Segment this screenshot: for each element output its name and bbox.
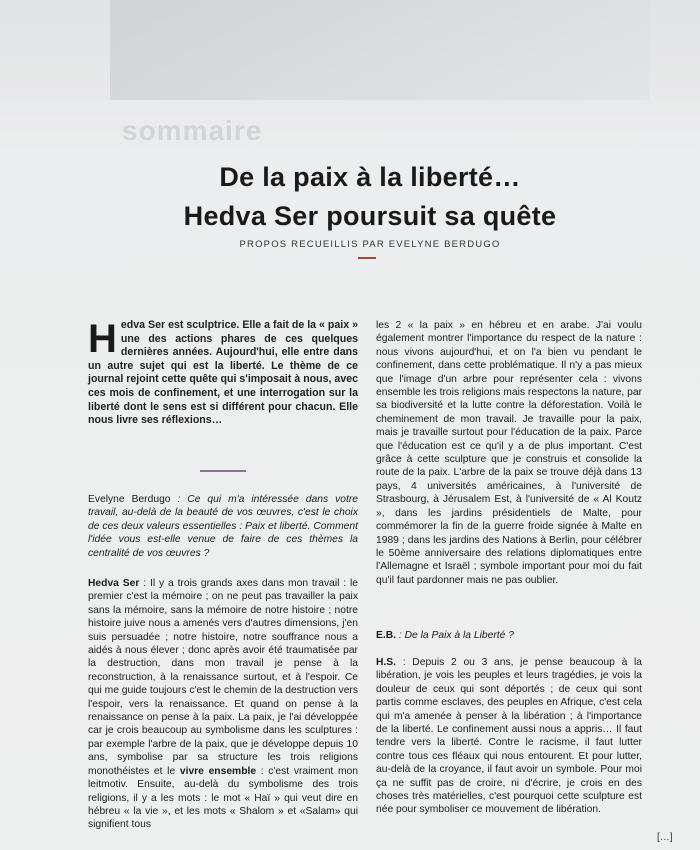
background-photo-ghost xyxy=(110,0,650,100)
section-divider xyxy=(200,470,246,472)
article-title-line1: De la paix à la liberté… xyxy=(219,162,521,192)
a1-text-2: : c'est vraiment mon leitmotiv. Ensuite, au-delà du symbolisme des trois religions, il y a les mots : le mot « Haï » qui veut dire en hébreu « la vie », et les mots « Shalom » et «Salam» qui signifient tous xyxy=(88,765,358,831)
q1-label: Evelyne Berdugo xyxy=(88,494,171,505)
answer-1 xyxy=(88,577,358,832)
article-title-line2: Hedva Ser poursuit sa quête xyxy=(183,201,557,231)
a2-label: H.S. xyxy=(376,657,397,668)
q2-text: : De la Paix à la Liberté ? xyxy=(396,630,514,641)
ghost-text: sommaire xyxy=(122,115,263,146)
a1-label: Hedva Ser xyxy=(88,578,140,589)
title-divider xyxy=(358,257,376,259)
dropcap: H xyxy=(88,317,117,361)
byline: PROPOS RECUEILLIS PAR EVELYNE BERDUGO xyxy=(239,239,501,250)
intro-paragraph xyxy=(88,319,358,428)
a2-text: : Depuis 2 ou 3 ans, je pense beaucoup à la libération, je vois les peuples et leurs tragédies, je vois la douleur de ceux qui sont déportés ; de ceux qui sont partis comme esclaves, des peuples en Afrique, c'est cela qui m'a amenée à penser à la libération ; à l'importance de la liberté. Le confinement aussi nous a appris… Il faut tendre vers la liberté. Contre le racisme, il faut lutter contre tous ces fléaux qui nous entourent. Et pour lutter, au-delà de la croyance, il faut avoir un symbole. Pour moi ça ne suffit pas de croire, ni d'écrire, je crois en des choses très matérielles, c'est pourquoi cette sculpture est née pour symboliser ce mouvement de libération. xyxy=(376,657,642,816)
a1-text-1: : Il y a trois grands axes dans mon travail : le premier c'est la mémoire ; on ne peut pas travailler la paix sans la mémoire, sans la mémoire de notre histoire ; notre histoire juive nous a amenés vers d'autres dimensions, j'en suis persuadée ; notre histoire, notre souffrance nous a aidés à nous élever ; donc après avoir été traumatisée par la destruction, dans mon travail je pense à la reconstruction, à la renaissance surtout, et à l'espoir. Ce qui me guide toujours c'est le chemin de la destruction vers l'espoir, vers la renaissance. Et quand on pense à la renaissance on pense à la paix. La paix, je l'ai développée car je crois beaucoup au symbolisme dans les sculptures : par exemple l'arbre de la paix, que je développe depuis 10 ans, symbolise par sa structure les trois religions monothéistes et le xyxy=(88,578,358,777)
question-1 xyxy=(88,493,358,560)
q1-text: : Ce qui m'a intéressée dans votre travail, au-delà de la beauté de vos œuvres, c'est le choix de ces deux valeurs essentielles : Paix et liberté. Comment l'idée vous est-elle venue de faire de ces thèmes la centralité de vos œuvres ? xyxy=(88,494,358,559)
answer-1-continued xyxy=(376,319,642,587)
r1-text: les 2 « la paix » en hébreu et en arabe. J'ai voulu également montrer l'importance du respect de la nature : nous vivons aujourd'hui, et on l'a bien vu pendant le confinement, dans cette problématique. Il n'y a pas mieux que l'image d'un arbre pour représenter cela : vivons ensemble les trois religions mais respectons la nature, par sa biodiversité et la lutte contre la déforestation. Voilà le cheminement de mon travail. Je travaille pour la paix, mais je travaille surtout pour l'éducation de la paix. Parce que l'éducation est ce qu'il y a de plus important. C'est grâce à cette sculpture que je construis et consolide la route de la paix. L'arbre de la paix se trouve déjà dans 13 pays, 4 universités américaines, à l'université de Strasbourg, à Jérusalem Est, à l'université de « Al Koutz », dans les jardins présidentiels de Malte, pour commémorer la fin de la guerre froide signée à Malte en 1989 ; dans les jardins des Nations à Berlin, pour célébrer le 50ème anniversaire des relations diplomatiques entre l'Allemagne et Israël ; symbole important pour moi du fait qu'il faut pardonner mais ne pas oublier. xyxy=(376,320,642,586)
a1-bold: vivre ensemble xyxy=(179,765,257,777)
question-2 xyxy=(376,629,642,642)
q2-label: E.B. xyxy=(376,630,397,641)
answer-2 xyxy=(376,656,642,817)
continued-marker: […] xyxy=(657,832,673,843)
intro-text: edva Ser est sculptrice. Elle a fait de la « paix » une des actions phares de ces quelques dernières années. Aujourd'hui, elle entre dans un autre sujet qui est la liberté. Le thème de ce journal rejoint cette quête qui s'imposait à nous, avec ces mois de confinement, et une interrogation sur la liberté dont le sens est si différent pour chacun. Elle nous livre ses réflexions… xyxy=(88,319,358,427)
